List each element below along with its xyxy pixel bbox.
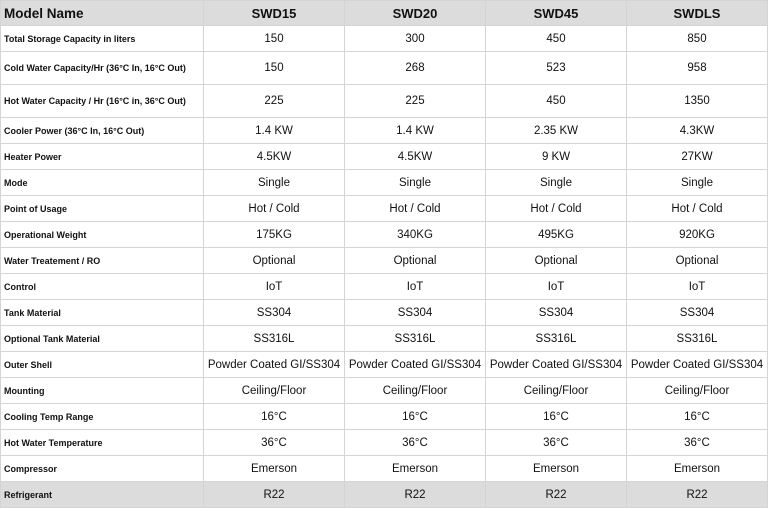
row-label: Point of Usage [1, 196, 204, 222]
row-label: Water Treatement / RO [1, 248, 204, 274]
cell-value: SS304 [627, 300, 768, 326]
cell-value: 36°C [486, 430, 627, 456]
cell-value: 958 [627, 52, 768, 85]
cell-value: 27KW [627, 144, 768, 170]
row-label: Operational Weight [1, 222, 204, 248]
cell-value: Powder Coated GI/SS304 [627, 352, 768, 378]
table-row [1, 378, 768, 404]
cell-value: Single [345, 170, 486, 196]
cell-value: Optional [627, 248, 768, 274]
cell-value: 300 [345, 26, 486, 52]
cell-value: SS316L [345, 326, 486, 352]
spec-table-body [1, 26, 768, 508]
model-header: SWD20 [345, 1, 486, 26]
cell-value: Emerson [486, 456, 627, 482]
table-row [1, 326, 768, 352]
table-row [1, 404, 768, 430]
cell-value: SS304 [486, 300, 627, 326]
table-row [1, 430, 768, 456]
table-row [1, 26, 768, 52]
table-row [1, 196, 768, 222]
cell-value: R22 [627, 482, 768, 508]
cell-value: 225 [204, 85, 345, 118]
cell-value: 1.4 KW [204, 118, 345, 144]
row-label: Heater Power [1, 144, 204, 170]
cell-value: Single [486, 170, 627, 196]
cell-value: 150 [204, 26, 345, 52]
row-label: Control [1, 274, 204, 300]
row-label: Hot Water Capacity / Hr (16°C in, 36°C Out) [1, 85, 204, 118]
cell-value: 340KG [345, 222, 486, 248]
cell-value: 9 KW [486, 144, 627, 170]
table-row [1, 118, 768, 144]
table-row [1, 300, 768, 326]
cell-value: IoT [627, 274, 768, 300]
row-label: Optional Tank Material [1, 326, 204, 352]
cell-value: Emerson [345, 456, 486, 482]
table-row [1, 85, 768, 118]
cell-value: Emerson [204, 456, 345, 482]
table-row [1, 482, 768, 508]
cell-value: Hot / Cold [204, 196, 345, 222]
cell-value: Ceiling/Floor [486, 378, 627, 404]
cell-value: 1350 [627, 85, 768, 118]
cell-value: 16°C [486, 404, 627, 430]
row-label: Mounting [1, 378, 204, 404]
table-row [1, 52, 768, 85]
header-label: Model Name [1, 1, 204, 26]
model-header: SWD45 [486, 1, 627, 26]
cell-value: Emerson [627, 456, 768, 482]
cell-value: 4.5KW [345, 144, 486, 170]
cell-value: Ceiling/Floor [627, 378, 768, 404]
cell-value: SS304 [204, 300, 345, 326]
cell-value: Hot / Cold [486, 196, 627, 222]
cell-value: SS316L [627, 326, 768, 352]
cell-value: 150 [204, 52, 345, 85]
cell-value: SS316L [486, 326, 627, 352]
table-row [1, 274, 768, 300]
row-label: Hot Water Temperature [1, 430, 204, 456]
cell-value: 268 [345, 52, 486, 85]
cell-value: Powder Coated GI/SS304 [204, 352, 345, 378]
cell-value: 4.3KW [627, 118, 768, 144]
cell-value: 36°C [345, 430, 486, 456]
row-label: Total Storage Capacity in liters [1, 26, 204, 52]
cell-value: 16°C [627, 404, 768, 430]
cell-value: 850 [627, 26, 768, 52]
cell-value: IoT [345, 274, 486, 300]
header-row [1, 1, 768, 26]
cell-value: IoT [486, 274, 627, 300]
cell-value: R22 [345, 482, 486, 508]
cell-value: Ceiling/Floor [345, 378, 486, 404]
row-label: Compressor [1, 456, 204, 482]
cell-value: 495KG [486, 222, 627, 248]
table-row [1, 170, 768, 196]
row-label: Mode [1, 170, 204, 196]
cell-value: Powder Coated GI/SS304 [486, 352, 627, 378]
cell-value: Optional [486, 248, 627, 274]
row-label: Outer Shell [1, 352, 204, 378]
row-label: Cooler Power (36°C In, 16°C Out) [1, 118, 204, 144]
table-row [1, 456, 768, 482]
cell-value: Hot / Cold [345, 196, 486, 222]
cell-value: Optional [345, 248, 486, 274]
cell-value: 16°C [345, 404, 486, 430]
cell-value: 450 [486, 85, 627, 118]
row-label: Tank Material [1, 300, 204, 326]
cell-value: Powder Coated GI/SS304 [345, 352, 486, 378]
cell-value: 1.4 KW [345, 118, 486, 144]
cell-value: 175KG [204, 222, 345, 248]
cell-value: Single [204, 170, 345, 196]
row-label: Refrigerant [1, 482, 204, 508]
cell-value: 36°C [627, 430, 768, 456]
model-header: SWDLS [627, 1, 768, 26]
row-label: Cold Water Capacity/Hr (36°C In, 16°C Out) [1, 52, 204, 85]
cell-value: IoT [204, 274, 345, 300]
table-row [1, 248, 768, 274]
cell-value: Hot / Cold [627, 196, 768, 222]
cell-value: Ceiling/Floor [204, 378, 345, 404]
cell-value: 920KG [627, 222, 768, 248]
cell-value: SS316L [204, 326, 345, 352]
cell-value: SS304 [345, 300, 486, 326]
cell-value: 523 [486, 52, 627, 85]
model-header: SWD15 [204, 1, 345, 26]
cell-value: 450 [486, 26, 627, 52]
cell-value: 4.5KW [204, 144, 345, 170]
cell-value: 16°C [204, 404, 345, 430]
cell-value: Single [627, 170, 768, 196]
table-row [1, 352, 768, 378]
cell-value: R22 [486, 482, 627, 508]
table-row [1, 144, 768, 170]
cell-value: R22 [204, 482, 345, 508]
row-label: Cooling Temp Range [1, 404, 204, 430]
table-row [1, 222, 768, 248]
cell-value: 2.35 KW [486, 118, 627, 144]
cell-value: Optional [204, 248, 345, 274]
cell-value: 36°C [204, 430, 345, 456]
cell-value: 225 [345, 85, 486, 118]
